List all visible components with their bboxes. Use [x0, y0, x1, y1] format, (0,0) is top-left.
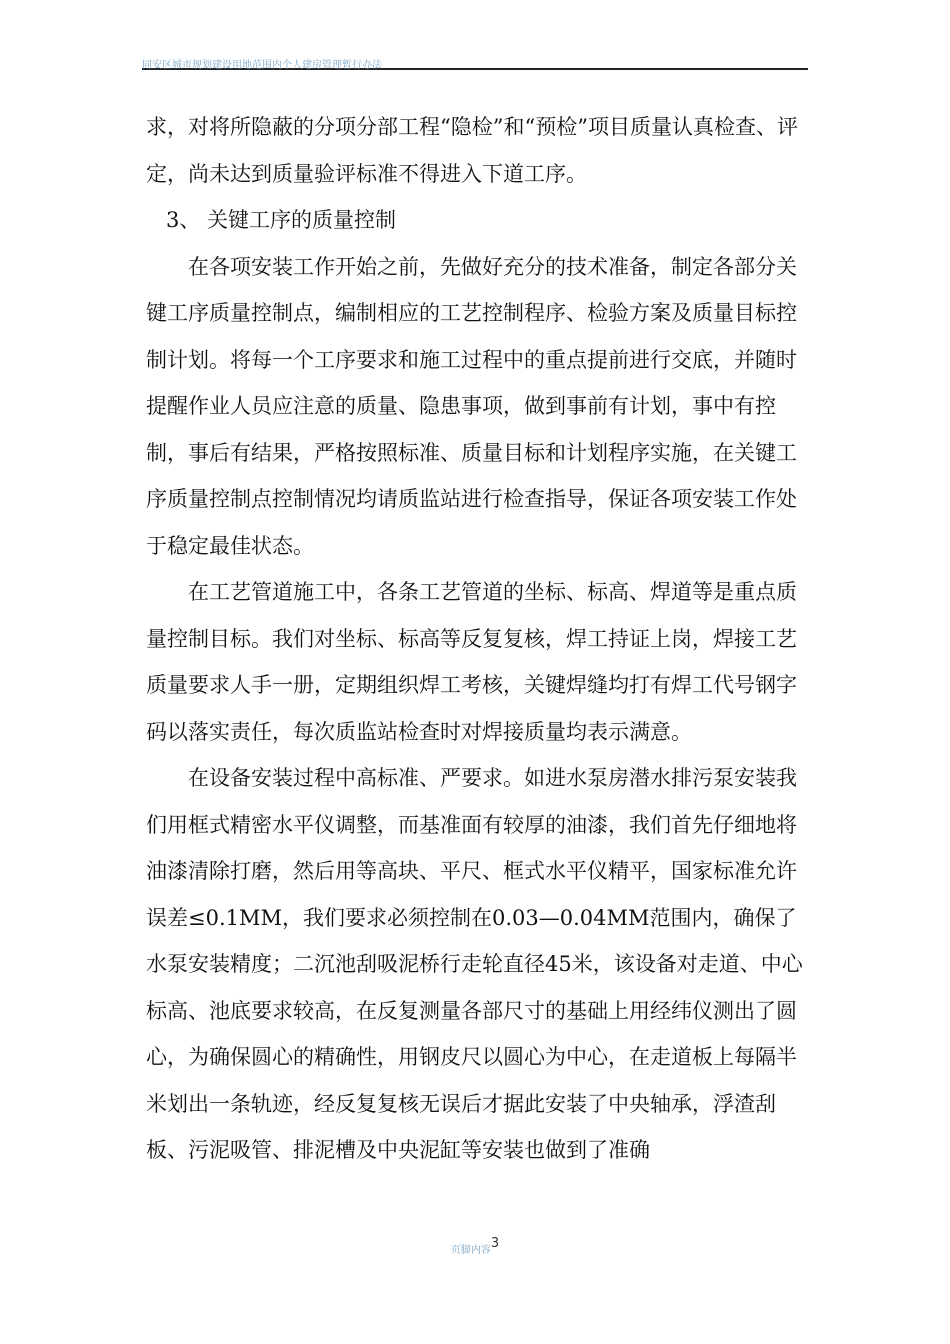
- footer-label: 页脚内容: [450, 1245, 491, 1256]
- paragraph-pipeline: 在工艺管道施工中，各条工艺管道的坐标、标高、焊道等是重点质量控制目标。我们对坐标、标高等反复复核，焊工持证上岗，焊接工艺质量要求人手一册，定期组织焊工考核，关键焊缝均打有焊工代号钢字码以落实责任，每次质监站检查时对焊接质量均表示满意。: [146, 580, 797, 744]
- section-heading: 3、 关键工序的质量控制: [166, 208, 397, 232]
- header-title: 同安区城市规划建设用地范围内个人建房管理暂行办法: [142, 60, 382, 71]
- paragraph-continuation: 求，对将所隐蔽的分项分部工程“隐检”和“预检”项目质量认真检查、评定，尚未达到质量验评标准不得进入下道工序。: [146, 115, 798, 186]
- paragraph-equipment: 在设备安装过程中高标准、严要求。如进水泵房潜水排污泵安装我们用框式精密水平仪调整，而基准面有较厚的油漆，我们首先仔细地将油漆清除打磨，然后用等高块、平尺、框式水平仪精平，国家标准允许误差≤0.1MM，我们要求必须控制在0.03—0.04MM范围内，确保了水泵安装精度；二沉池刮吸泥桥行走轮直径45米，该设备对走道、中心标高、池底要求较高，在反复测量各部尺寸的基础上用经纬仪测出了圆心，为确保圆心的精确性，用钢皮尺以圆心为中心，在走道板上每隔半米划出一条轨迹，经反复复核无误后才据此安装了中央轴承，浮渣刮板、污泥吸管、排泥槽及中央泥缸等安装也做到了准确: [146, 766, 803, 1162]
- page-footer: [0, 1238, 950, 1257]
- document-body: [146, 104, 814, 1174]
- page-number: 3: [490, 1236, 500, 1251]
- paragraph-key-process: 在各项安装工作开始之前，先做好充分的技术准备，制定各部分关键工序质量控制点，编制相应的工艺控制程序、检验方案及质量目标控制计划。将每一个工序要求和施工过程中的重点提前进行交底，并随时提醒作业人员应注意的质量、隐患事项，做到事前有计划，事中有控制，事后有结果，严格按照标准、质量目标和计划程序实施，在关键工序质量控制点控制情况均请质监站进行检查指导，保证各项安装工作处于稳定最佳状态。: [146, 254, 797, 558]
- page-header: [142, 58, 808, 70]
